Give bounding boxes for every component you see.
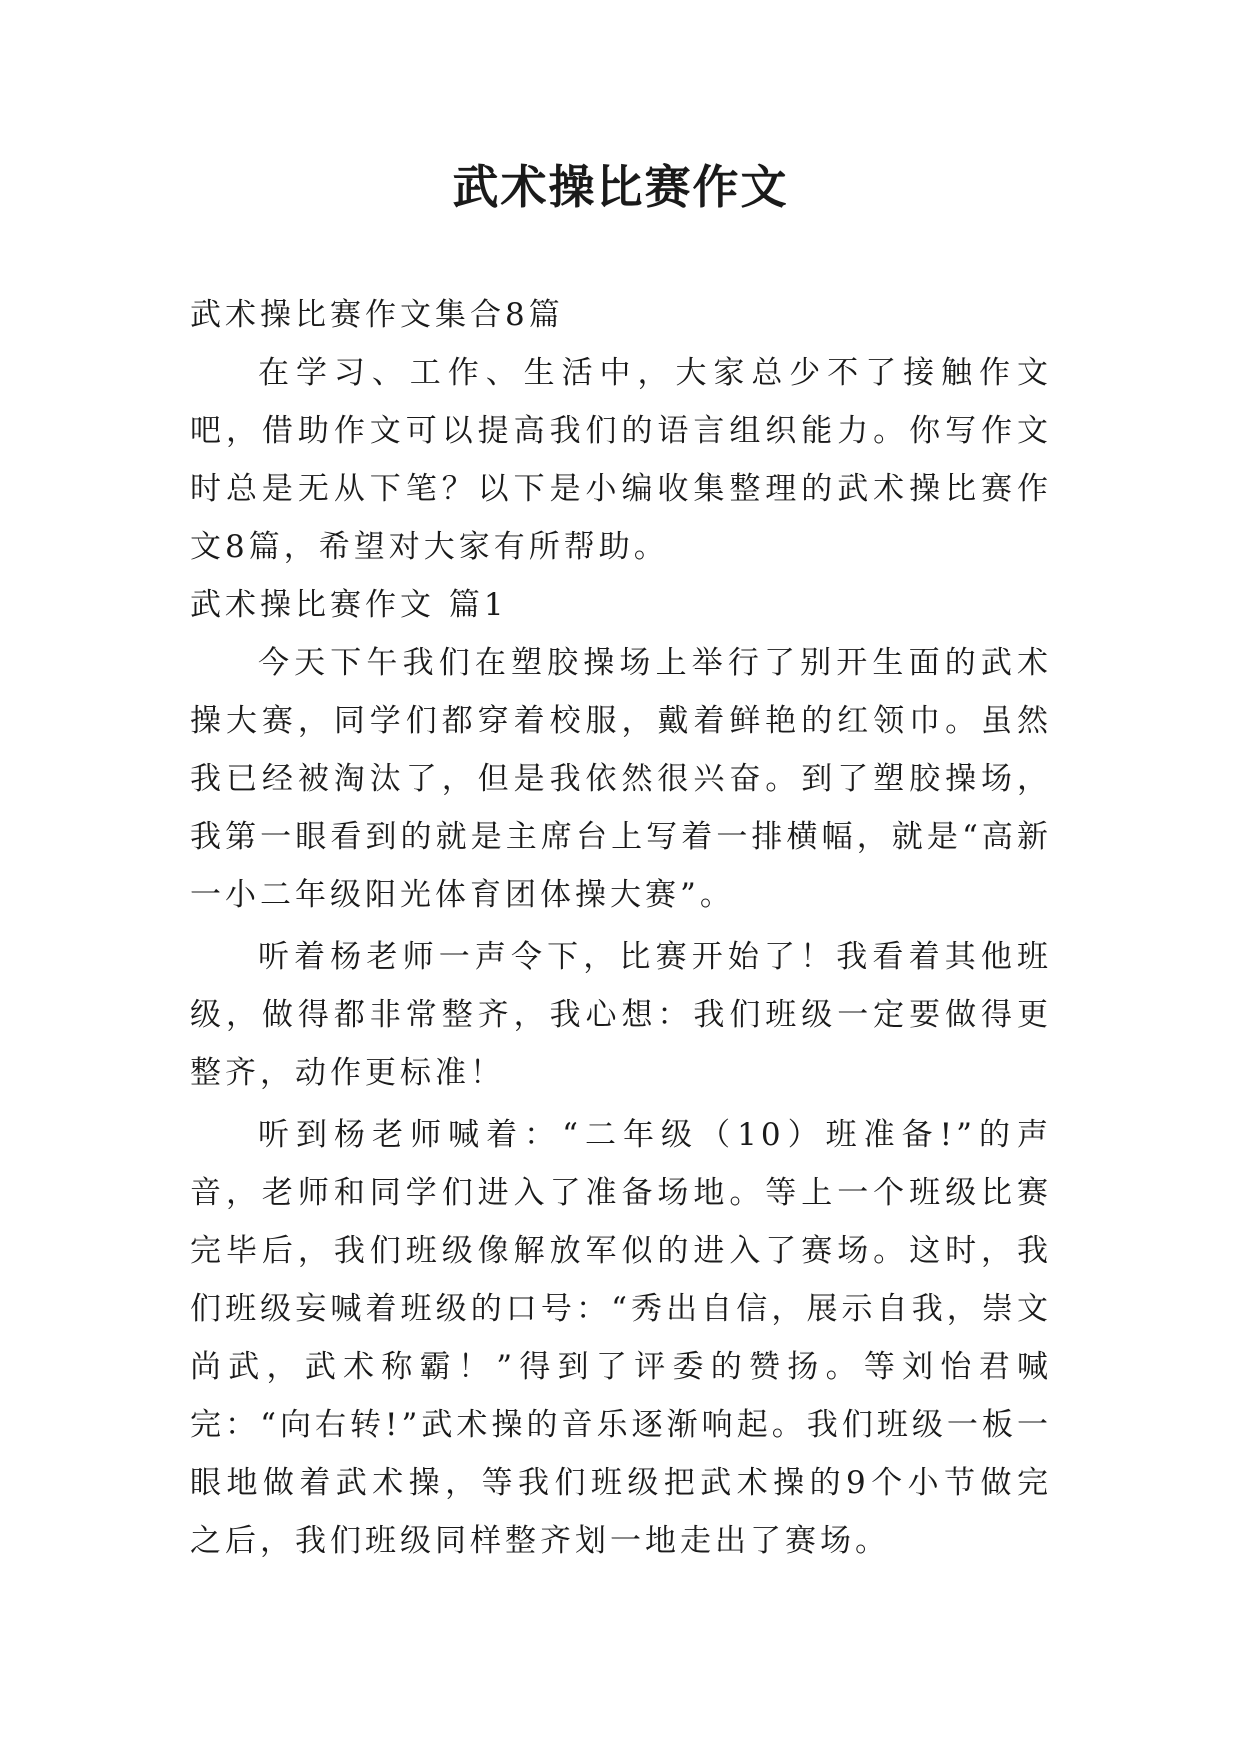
document-title: 武术操比赛作文 bbox=[452, 160, 789, 214]
intro-paragraph: 在学习、工作、生活中，大家总少不了接触作文吧，借助作文可以提高我们的语言组织能力。你写作文时总是无从下笔？以下是小编收集整理的武术操比赛作文8篇，希望对大家有所帮助。 bbox=[190, 355, 1052, 565]
body-paragraph: 听着杨老师一声令下，比赛开始了！我看着其他班级，做得都非常整齐，我心想：我们班级一定要做得更整齐，动作更标准！ bbox=[190, 939, 1052, 1091]
document-body bbox=[190, 282, 1052, 1570]
body-paragraph: 今天下午我们在塑胶操场上举行了别开生面的武术操大赛，同学们都穿着校服，戴着鲜艳的红领巾。虽然我已经被淘汰了，但是我依然很兴奋。到了塑胶操场，我第一眼看到的就是主席台上写着一排横幅，就是“高新一小二年级阳光体育团体操大赛”。 bbox=[190, 645, 1052, 913]
body-paragraph: 听到杨老师喊着：“二年级（10）班准备!”的声音，老师和同学们进入了准备场地。等上一个班级比赛完毕后，我们班级像解放军似的进入了赛场。这时，我们班级妄喊着班级的口号：“秀出自信，展示自我，崇文尚武，武术称霸！”得到了评委的赞扬。等刘怡君喊完：“向右转!”武术操的音乐逐渐响起。我们班级一板一眼地做着武术操，等我们班级把武术操的9个小节做完之后，我们班级同样整齐划一地走出了赛场。 bbox=[190, 1117, 1052, 1559]
section-heading: 武术操比赛作文 篇1 bbox=[190, 587, 508, 623]
document-subtitle: 武术操比赛作文集合8篇 bbox=[190, 297, 564, 333]
